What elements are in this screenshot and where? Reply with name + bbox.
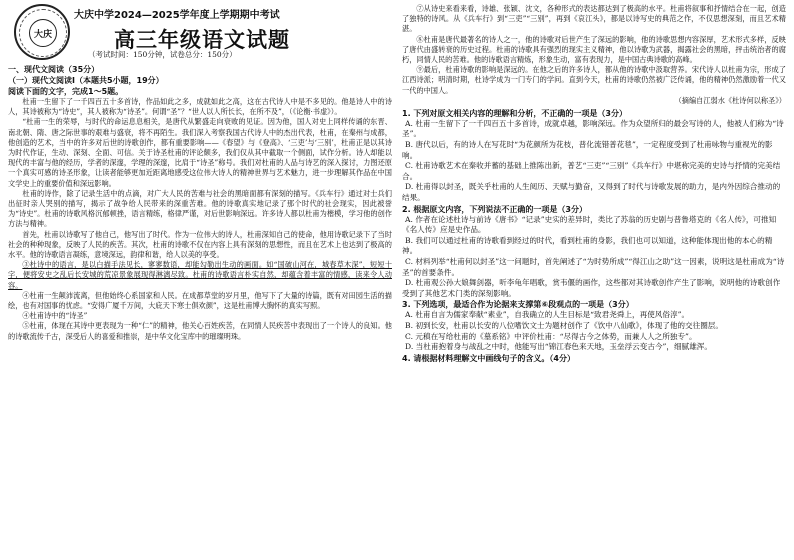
paragraph-2: “杜甫一生的荣辱，与时代的命运息息相关，是唐代从繁盛走向衰败的见证。因为他，国人对史上同样传诵的东晋、南北朝、隋、唐之际世事的艰难与盛衰，将不再陌生。我们深入考察我国古代诗人中的杰出代表，杜甫，在秦州与成都，他创造的艺术，当中的许多对后世的诗歌创作，都有重要影响——《春望》与《登高》、‘三吏’与‘三别’，杜甫正是以其诗为时代作证，生动、深刻、全面、可信。关于诗圣杜甫的评论颇多，我们仅从其中截取一个侧面，试作分析。诗人却能以现代的丰富与他的经历，学者的深邃，学理的深邃，比肩于“诗圣”称号。我们对杜甫的人品与诗艺的深入探讨，力图还原一个真实可感的诗圣形象，让读者能够更加近距离地感受这位伟大诗人的精神世界与艺术魅力，进一步理解其作品在中国文学史上的重要价值和深远影响。 (8, 117, 392, 188)
question-stem: 4. 请根据材料理解文中画线句子的含义。（4分） (402, 353, 575, 363)
paragraph-4: 首先，杜甫以诗歌写了他自己，他写出了时代。作为一位伟大的诗人，杜甫深知自己的使命，他用诗歌记录下了当时社会的种种现象，反映了人民的疾苦。其次，杜甫的诗歌不仅在内容上具有深刻的思想性，而且在艺术上也达到了极高的水平。他的诗歌语言凝练，意境深远，韵律和谐，给人以美的享受。 (8, 229, 392, 260)
option-c: C. 材料列举“杜甫何以封圣”这一问题时，首先阐述了“为时势所成”“得江山之助”这一因素，说明这是杜甫成为“诗圣”的首要条件。 (402, 256, 785, 277)
school-seal-icon (14, 4, 70, 60)
subheading-q: ④杜甫诗中的“诗圣” (22, 311, 88, 321)
option-c: C. 杜甫诗歌艺术在秦收并蓄的基础上推陈出新，普艺“三吏”“三别”《兵车行》中堪称完美的史诗与抒情的完美结合。 (402, 161, 781, 181)
option-a: A. 杜甫一生留下了一千四百五十多首诗，成就卓越，影响深远。作为众望所归的最会写诗的人，他被人们称为“诗圣”。 (402, 118, 784, 139)
option-c: C. 元稹在写给杜甫的《墓系铭》中评价杜甫：“尽得古今之体势，而兼人人之所独专”。 (405, 331, 697, 341)
option-d: D. 当杜甫抱着身与战乱之中时，他能写出“锦江春色来天地，玉垒浮云变古今”，细腻雄浑。 (405, 342, 712, 352)
seal-center: 大庆 (29, 19, 57, 47)
option-b: B. 唐代以后，有的诗人在写花时“为花颜所为花枝，普化流错普花毯”，一定程度受到了杜甫咏物与重视光的影响。 (402, 140, 773, 160)
paragraph-1: 杜甫一生留下了一千四百五十多首诗，作品如此之多，成就如此之高，这在古代诗人中是不多见的。他是诗人中的诗人，其诗被称为“诗史”，其人被称为“诗圣”。何谓“圣”？“世人以人所长长，在所不及”，（《论衡·书虚》）。 (8, 97, 392, 117)
paragraph-3: 杜甫的诗作，除了记录生活中的点滴，对广大人民的苦难与社会的黑暗面都有深刻的描写。《兵车行》通过对士兵们出征时亲人哭别的描写，揭示了战争给人民带来的深重苦难。他的诗歌真实地记录了那个时代的社会现实，因此被誉为“诗史”。杜甫的诗歌风格沉郁顿挫，语言精练，格律严谨，对后世影响深远。许多诗人都以杜甫为楷模，学习他的创作方法与精神。 (8, 188, 392, 229)
option-d: D. 杜甫得以封圣，既关乎杜甫的人生阅历、天赋与勤奋，又得到了时代与诗歌发展的助力，是内外因综合推动的结果。 (402, 182, 781, 202)
question-stem: 1. 下列对原文相关内容的理解和分析，不正确的一项是（3分） (402, 108, 627, 118)
question-4 (402, 353, 786, 364)
paragraph-6: ④杜甫一生颠沛流离，但他始终心系国家和人民。在成都草堂的岁月里，他写下了大量的诗篇，既有对田园生活的描绘，也有对国事的忧虑。“安得广厦千万间，大庇天下寒士俱欢颜”，这是杜甫博大胸怀的真实写照。 (8, 290, 392, 311)
question-1 (402, 108, 786, 204)
option-a: A. 作者在论述杜诗与前诗《唐书》“记录”史实的差异时，类比了苏翁的历史剧与普鲁塔克的《名人传》，可推知《名人传》应是史作品。 (402, 214, 777, 235)
option-d: D. 杜甫观公孙大娘舞剑器，听李龟年唱歌，赏韦偃的画作，这些都对其诗歌创作产生了影响，说明他的诗歌创作受到了其他艺术门类的深刻影响。 (402, 278, 781, 298)
source-citation: （摘编自江弱水《杜诗何以称圣》） (674, 95, 786, 105)
exam-meta: （考试时间：150分钟，试卷总分：150分） (88, 50, 237, 59)
paragraph-r2: ⑧杜甫是唐代最著名的诗人之一，他的诗歌对后世产生了深远的影响，他的诗歌思想内容深厚，艺术形式多样，反映了唐代由盛转衰的历史过程。杜甫的诗歌具有强烈的现实主义精神，他以诗歌为武器，揭露社会的黑暗，抨击统治者的腐朽，同情人民的苦难。他的诗歌语言精炼，形象生动，富有表现力，是中国古典诗歌的高峰。 (402, 34, 786, 65)
page-title: 高三年级语文试题 (114, 27, 290, 52)
question-2 (402, 204, 786, 300)
option-a: A. 杜甫自言为儒家奉献“素业”，自我确立的人生目标是“致君尧舜上，再使风俗淳”。 (405, 310, 690, 320)
paragraph-5: ③杜诗中的语言，是以白描手法见长，寥寥数语，却能勾勒出生动的画面。如“国破山河在，城春草木深”，短短十字，便将安史之乱后长安城的荒凉景象展现得淋漓尽致。杜甫的诗歌语言朴实自然，却蕴含着丰富的情感，读来令人动容。 (8, 260, 392, 290)
paragraph-7: ⑤杜甫，体现在其诗中更表现为一种“仁”的精神，他关心百姓疾苦，在同情人民疾苦中表现出了一个诗人的良知。他的诗歌流传千古，深受后人的喜爱和推崇，是中华文化宝库中的璀璨明珠。 (8, 321, 392, 341)
option-b: B. 我们可以通过杜甫的诗歌看到经过的时代，看到杜甫的身影，我们也可以知道，这种能体现出他的本心的精神。 (402, 235, 773, 256)
option-b: B. 初到长安，杜甫以长安的八位嗜饮文士为题材创作了《饮中八仙歌》，体现了他的交往圈层。 (405, 320, 723, 330)
school-exam-line: 大庆中学2024—2025学年度上学期期中考试 (74, 10, 280, 21)
question-stem: 2. 根据原文内容，下列说法不正确的一项是（3分） (402, 204, 587, 214)
paragraph-r1: ⑦从诗史来看来看，诗雄、张颖、沈文，各种形式的表达都达到了极高的水平。杜甫将叙事和抒情结合在一起，创造了独特的诗风。从《兵车行》到“三吏”“三别”，再到《哀江头》，都是以诗写史的典范之作，不仅思想深刻，而且艺术精湛。 (402, 4, 786, 34)
question-3 (402, 299, 786, 352)
right-body (402, 4, 786, 364)
subsection-heading: （一）现代文阅读Ⅰ（本题共5小题，19分） (8, 76, 164, 85)
left-body (8, 64, 392, 342)
instruction: 阅读下面的文字，完成1～5题。 (8, 87, 124, 96)
question-stem: 3. 下列选项，最适合作为论据来支撑第⑥段观点的一项是（3分） (402, 300, 634, 310)
section-heading: 一、现代文阅读（35分） (8, 65, 100, 74)
paragraph-r3: ⑨最后，杜甫诗歌的影响是深远的。在他之后的许多诗人，都从他的诗歌中汲取营养。宋代诗人以杜甫为宗，形成了江西诗派；明清时期，杜诗学成为一门专门的学问。直到今天，杜甫的诗歌仍然被广泛传诵，他的精神仍然激励着一代又一代的中国人。 (402, 65, 786, 95)
